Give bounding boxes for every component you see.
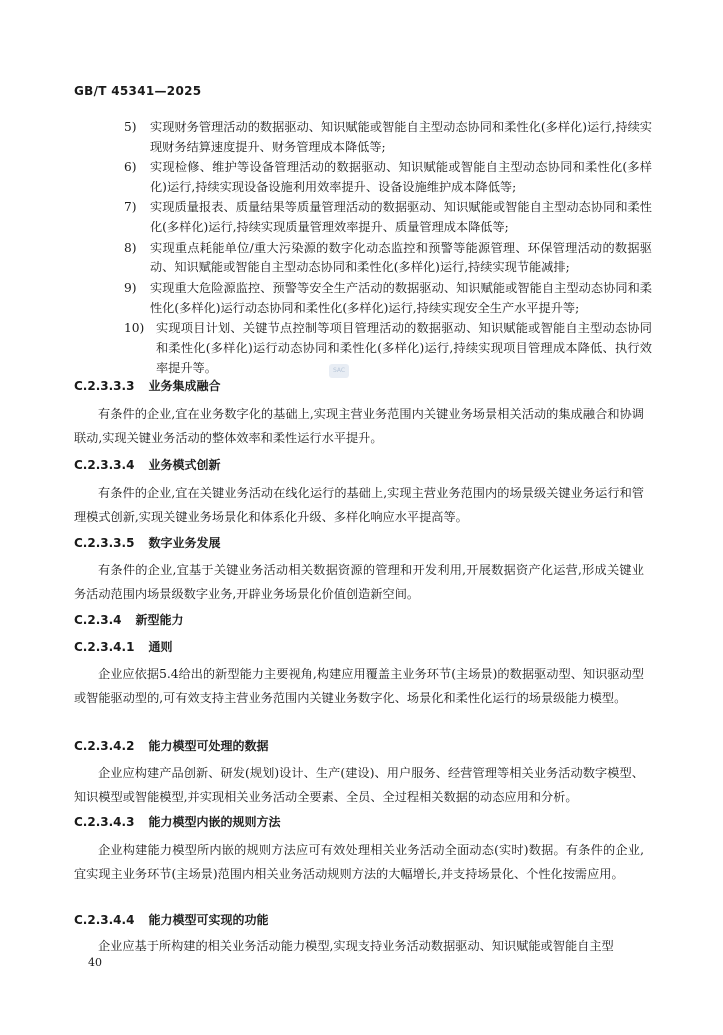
list-item-text: 实现重点耗能单位/重大污染源的数字化动态监控和预警等能源管理、环保管理活动的数据驱动、知识赋能或智能自主型动态协同和柔性化(多样化)运行,持续实现节能减排; bbox=[150, 240, 652, 275]
list-item-number: 6) bbox=[124, 160, 137, 175]
list-item-text: 实现检修、维护等设备管理活动的数据驱动、知识赋能或智能自主型动态协同和柔性化(多样化)运行,持续实现设备设施利用效率提升、设备设施维护成本降低等; bbox=[150, 160, 652, 194]
list-item-number: 8) bbox=[124, 240, 137, 255]
section-heading bbox=[74, 813, 280, 830]
section-title: 新型能力 bbox=[135, 613, 184, 627]
list-item bbox=[74, 118, 652, 158]
section-number: C.2.3.4.2 bbox=[74, 739, 135, 753]
section-heading bbox=[74, 911, 268, 928]
page-number: 40 bbox=[88, 956, 102, 969]
section-paragraph: 企业构建能力模型所内嵌的规则方法应可有效处理相关业务活动全面动态(实时)数据。有条件的企业,宜实现主业务环节(主场景)范围内相关业务活动规则方法的大幅增长,并支持场景化、个性化按需应用。 bbox=[74, 843, 644, 881]
list-item bbox=[74, 198, 652, 238]
list-item bbox=[74, 239, 652, 279]
list-item-text: 实现财务管理活动的数据驱动、知识赋能或智能自主型动态协同和柔性化(多样化)运行,持续实现财务结算速度提升、财务管理成本降低等; bbox=[150, 120, 652, 154]
section-number: C.2.3.3.4 bbox=[74, 458, 135, 472]
section-heading bbox=[74, 737, 268, 754]
section-title: 业务集成融合 bbox=[148, 379, 221, 393]
section-paragraph: 有条件的企业,宜在关键业务活动在线化运行的基础上,实现主营业务范围内的场景级关键业务运行和管理模式创新,实现关键业务场景化和体系化升级、多样化响应水平提高等。 bbox=[74, 486, 644, 524]
section-paragraph: 企业应依据5.4给出的新型能力主要视角,构建应用覆盖主业务环节(主场景)的数据驱动型、知识驱动型或智能驱动型的,可有效支持主营业务范围内关键业务数字化、场景化和柔性化运行的场景级能力模型。 bbox=[74, 667, 644, 705]
section-heading bbox=[74, 611, 184, 628]
list-item-text: 实现重大危险源监控、预警等安全生产活动的数据驱动、知识赋能或智能自主型动态协同和柔性化(多样化)运行动态协同和柔性化(多样化)运行,持续实现安全生产水平提升等; bbox=[150, 280, 652, 315]
section-number: C.2.3.4.4 bbox=[74, 913, 135, 927]
list-item-number: 9) bbox=[124, 280, 137, 295]
section-number: C.2.3.3.5 bbox=[74, 536, 135, 550]
section-heading bbox=[74, 377, 220, 394]
standard-code: GB/T 45341—2025 bbox=[74, 84, 202, 98]
list-item-number: 5) bbox=[124, 120, 137, 134]
section-paragraph: 企业应构建产品创新、研发(规划)设计、生产(建设)、用户服务、经营管理等相关业务活动数字模型、知识模型或智能模型,并实现相关业务活动全要素、全员、全过程相关数据的动态应用和分析。 bbox=[74, 766, 644, 804]
section-number: C.2.3.4.3 bbox=[74, 815, 135, 829]
list-item-text: 实现质量报表、质量结果等质量管理活动的数据驱动、知识赋能或智能自主型动态协同和柔性化(多样化)运行,持续实现质量管理效率提升、质量管理成本降低等; bbox=[150, 200, 652, 235]
section-heading bbox=[74, 534, 220, 551]
section-title: 能力模型可实现的功能 bbox=[148, 913, 269, 927]
section-number: C.2.3.4 bbox=[74, 613, 122, 627]
section-heading bbox=[74, 638, 172, 655]
requirements-list bbox=[74, 118, 652, 379]
section-paragraph: 有条件的企业,宜基于关键业务活动相关数据资源的管理和开发利用,开展数据资产化运营,形成关键业务活动范围内场景级数字业务,开辟业务场景化价值创造新空间。 bbox=[74, 563, 644, 601]
sac-watermark-logo: SAC bbox=[329, 364, 349, 378]
section-title: 数字业务发展 bbox=[148, 536, 221, 550]
section-heading bbox=[74, 456, 220, 473]
list-item-number: 10) bbox=[124, 320, 145, 335]
section-title: 能力模型内嵌的规则方法 bbox=[148, 815, 281, 829]
list-item bbox=[74, 158, 652, 198]
section-title: 通则 bbox=[148, 640, 173, 654]
list-item-number: 7) bbox=[124, 200, 137, 215]
list-item bbox=[74, 319, 652, 378]
section-title: 业务模式创新 bbox=[148, 458, 221, 472]
list-item bbox=[74, 279, 652, 319]
section-number: C.2.3.3.3 bbox=[74, 379, 135, 393]
section-paragraph: 有条件的企业,宜在业务数字化的基础上,实现主营业务范围内关键业务场景相关活动的集成融合和协调联动,实现关键业务活动的整体效率和柔性运行水平提升。 bbox=[74, 407, 644, 445]
list-item-text: 实现项目计划、关键节点控制等项目管理活动的数据驱动、知识赋能或智能自主型动态协同和柔性化(多样化)运行动态协同和柔性化(多样化)运行,持续实现项目管理成本降低、执行效率提升等。 bbox=[156, 320, 652, 375]
section-number: C.2.3.4.1 bbox=[74, 640, 135, 654]
section-title: 能力模型可处理的数据 bbox=[148, 739, 269, 753]
section-paragraph: 企业应基于所构建的相关业务活动能力模型,实现支持业务活动数据驱动、知识赋能或智能自主型 bbox=[98, 939, 614, 953]
